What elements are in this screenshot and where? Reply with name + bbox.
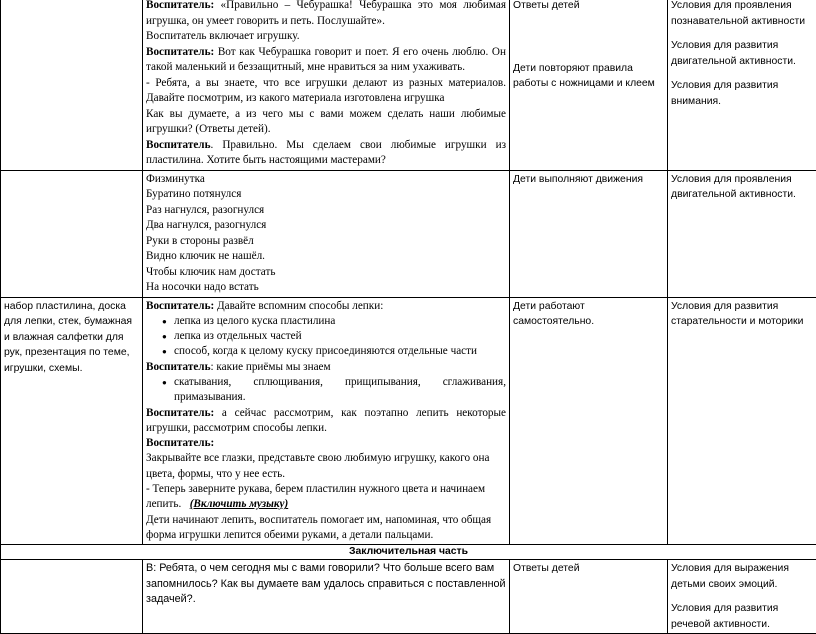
table-row xyxy=(1,0,816,170)
dialog-line: - Ребята, а вы знаете, что все игрушки делают из разных материалов. Давайте посмотрим, из какого материала изготовлена игрушка xyxy=(146,76,506,107)
techniques-list xyxy=(146,375,506,406)
exercise-line: На носочки надо встать xyxy=(146,280,506,296)
dialog-line: Как вы думаете, а из чего мы с вами можем сделать наши любимые игрушки? (Ответы детей). xyxy=(146,107,506,138)
modeling-cell xyxy=(143,297,510,545)
children-activity: Дети выполняют движения xyxy=(513,172,664,188)
conditions-cell xyxy=(668,0,816,170)
dialog-line: Воспитатель. Правильно. Мы сделаем свои любимые игрушки из пластилина. Хотите быть настоящими мастерами? xyxy=(146,138,506,169)
conditions-cell xyxy=(668,170,816,297)
condition-text: Условия для проявления двигательной активности. xyxy=(671,172,813,203)
list-item: ● лепка из целого куска пластилина xyxy=(174,314,506,329)
dialog-line: - Теперь заверните рукава, берем пластилин нужного цвета и начинаем лепить. (Включить музыку) xyxy=(146,482,506,513)
list-item: ● скатывания, сплющивания, прищипывания, сглаживания, примазывания. xyxy=(174,375,506,406)
dialog-line: Воспитатель: Вот как Чебурашка говорит и поет. Я его очень люблю. Он такой маленький и беззащитный, мне нравиться за ним ухаживать. xyxy=(146,45,506,76)
materials-cell xyxy=(1,297,143,545)
exercise-cell xyxy=(143,170,510,297)
section-row xyxy=(1,545,816,560)
reflection-cell xyxy=(143,560,510,634)
condition-text: Условия для развития двигательной активности. xyxy=(671,38,813,69)
music-cue: (Включить музыку) xyxy=(190,498,289,510)
reflection-text: В: Ребята, о чем сегодня мы с вами говорили? Что больше всего вам запомнилось? Как вы думаете вам удалось справиться с поставленной задачей?. xyxy=(146,561,506,608)
dialog-line: Дети начинают лепить, воспитатель помогает им, напоминая, что общая форма игрушки лепится обеими руками, а детали пальцами. xyxy=(146,513,506,544)
condition-text: Условия для проявления познавательной активности xyxy=(671,0,813,29)
children-activity-cell xyxy=(510,297,668,545)
materials-cell-empty xyxy=(1,0,143,170)
list-item: ● лепка из отдельных частей xyxy=(174,329,506,344)
materials-cell-empty xyxy=(1,560,143,634)
methods-list xyxy=(146,314,506,360)
condition-text: Условия для развития речевой активности. xyxy=(671,601,813,632)
activity-cell xyxy=(143,0,510,170)
exercise-line: Видно ключик не нашёл. xyxy=(146,249,506,265)
children-answer: Ответы детей xyxy=(513,0,664,14)
materials-cell-empty xyxy=(1,170,143,297)
dialog-line: Воспитатель включает игрушку. xyxy=(146,29,506,45)
table-row xyxy=(1,170,816,297)
exercise-line: Буратино потянулся xyxy=(146,187,506,203)
condition-text: Условия для развития старательности и моторики xyxy=(671,299,813,330)
children-answer: Ответы детей xyxy=(513,561,664,577)
list-item: ● способ, когда к целому куску присоединяются отдельные части xyxy=(174,344,506,359)
conditions-cell xyxy=(668,297,816,545)
children-activity: Дети работают самостоятельно. xyxy=(513,299,664,330)
dialog-line: Воспитатель: «Правильно – Чебурашка! Чебурашка это моя любимая игрушка, он умеет говорить и петь. Послушайте». xyxy=(146,0,506,29)
condition-text: Условия для выражения детьми своих эмоций. xyxy=(671,561,813,592)
children-activity-cell xyxy=(510,560,668,634)
dialog-line: Воспитатель: а сейчас рассмотрим, как поэтапно лепить некоторые игрушки, рассмотрим способы лепки. xyxy=(146,406,506,437)
exercise-line: Чтобы ключик нам достать xyxy=(146,265,506,281)
exercise-line: Два нагнулся, разогнулся xyxy=(146,218,506,234)
condition-text: Условия для развития внимания. xyxy=(671,78,813,109)
exercise-line: Физминутка xyxy=(146,172,506,188)
table-row xyxy=(1,297,816,545)
table-row xyxy=(1,560,816,634)
dialog-line: Воспитатель: какие приёмы мы знаем xyxy=(146,360,506,375)
dialog-line: Закрывайте все глазки, представьте свою любимую игрушку, какого она цвета, формы, что у нее есть. xyxy=(146,451,506,482)
dialog-line: Воспитатель: Давайте вспомним способы лепки: xyxy=(146,299,506,314)
children-activity: Дети повторяют правила работы с ножницами и клеем xyxy=(513,61,664,92)
children-activity-cell xyxy=(510,0,668,170)
materials-text: набор пластилина, доска для лепки, стек, бумажная и влажная салфетки для рук, презентация по теме, игрушки, схемы. xyxy=(4,299,139,377)
exercise-line: Раз нагнулся, разогнулся xyxy=(146,203,506,219)
exercise-line: Руки в стороны развёл xyxy=(146,234,506,250)
section-title: Заключительная часть xyxy=(1,545,816,560)
conditions-cell xyxy=(668,560,816,634)
children-activity-cell xyxy=(510,170,668,297)
dialog-speaker: Воспитатель: xyxy=(146,436,506,451)
